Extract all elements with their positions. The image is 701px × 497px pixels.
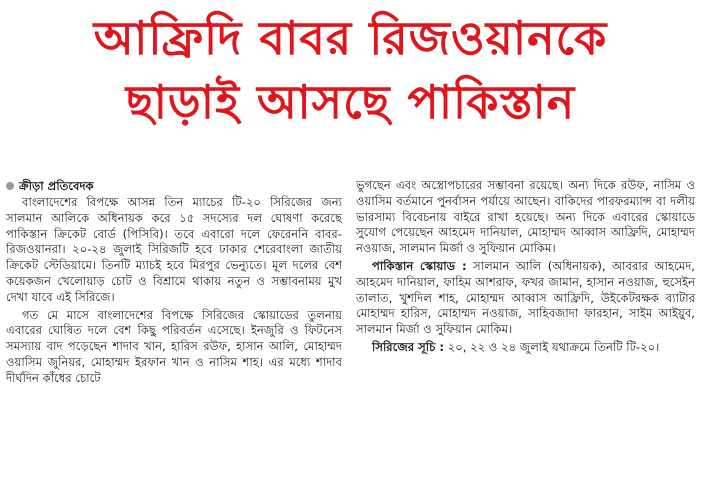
byline-text: ক্রীড়া প্রতিবেদক (19, 179, 94, 193)
schedule-label: সিরিজের সূচি : (372, 339, 445, 354)
paragraph: গত মে মাসে বাংলাদেশের বিপক্ষে সিরিজের স্কোয়াডের তুলনায় এবারের ঘোষিত দলে বেশ কিছু পরিবর্তন এসেছে। ইনজুরি ও ফিটনেস সমস্যায় বাদ পড়েছেন শাদাব খান, হারিস রউফ, হাসান আলি, মোহাম্মদ ওয়াসিম জুনিয়র, মোহাম্মদ ইরফান খান ও নাসিম শাহ। এর মধ্যে শাদাব দীর্ঘদিন কাঁধের চোটে (6, 307, 342, 385)
schedule-text: ২০, ২২ ও ২৪ জুলাই যথাক্রমে তিনটি টি-২০। (447, 339, 660, 354)
headline (0, 6, 701, 134)
headline-line-2: ছাড়াই আসছে পাকিস্তান (125, 75, 576, 129)
squad-label: পাকিস্তান স্কোয়াড : (372, 258, 467, 273)
left-column (6, 178, 342, 387)
paragraph: বাংলাদেশের বিপক্ষে আসন্ন তিন ম্যাচের টি-২০ সিরিজের জন্য সালমান আলিকে অধিনায়ক করে ১৫ সদস্যের দল ঘোষণা করেছে পাকিস্তান ক্রিকেট বোর্ড (পিসিবি)। তবে এবারো দলে ফেরেননি বাবর-রিজওয়ানরা। ২০-২৪ জুলাই সিরিজটি হবে ঢাকার শেরেবাংলা জাতীয় ক্রিকেট স্টেডিয়ামে। তিনটি ম্যাচই হবে মিরপুর ভেন্যুতে। মূল দলের বেশ কয়েকজন খেলোয়াড় চোট ও বিশ্রামে থাকায় নতুন ও সম্ভাবনাময় মুখ দেখা যাবে এই সিরিজে। (6, 195, 342, 304)
paragraph: ভুগছেন এবং অস্ত্রোপচারের সম্ভাবনা রয়েছে। অন্য দিকে রউফ, নাসিম ও ওয়াসিম বর্তমানে পুনর্বাসন পর্যায়ে আছেন। বাকিদের পারফরম্যান্স বা দলীয় ভারসাম্য বিবেচনায় বাইরে রাখা হয়েছে। অন্য দিকে এবারের স্কোয়াডে সুযোগ পেয়েছেন আহমেদ দানিয়াল, মোহাম্মদ আব্বাস আফ্রিদি, মোহাম্মদ নওয়াজ, সালমান মির্জা ও সুফিয়ান মোকিম। (356, 178, 695, 256)
bullet-icon (6, 182, 14, 190)
headline-line-1: আফ্রিদি বাবর রিজওয়ানকে (93, 11, 608, 65)
right-column (356, 178, 695, 356)
article-body (6, 178, 695, 493)
byline (6, 178, 342, 194)
squad-paragraph (356, 259, 695, 338)
schedule-paragraph (356, 340, 695, 356)
squad-text: সালমান আলি (অধিনায়ক), আবরার আহমেদ, আহমেদ দানিয়াল, ফাহিম আশরাফ, ফখর জামান, হাসান নওয়াজ, হুসেইন তালাত, খুশদিল শাহ, মোহাম্মদ আব্বাস আফ্রিদি, উইকেটরক্ষক ব্যাটার মোহাম্মদ হারিস, মোহাম্মদ নওয়াজ, সাহিবজাদা ফারহান, সাইম আইয়ুব, সালমান মির্জা ও সুফিয়ান মোকিম। (356, 258, 695, 337)
